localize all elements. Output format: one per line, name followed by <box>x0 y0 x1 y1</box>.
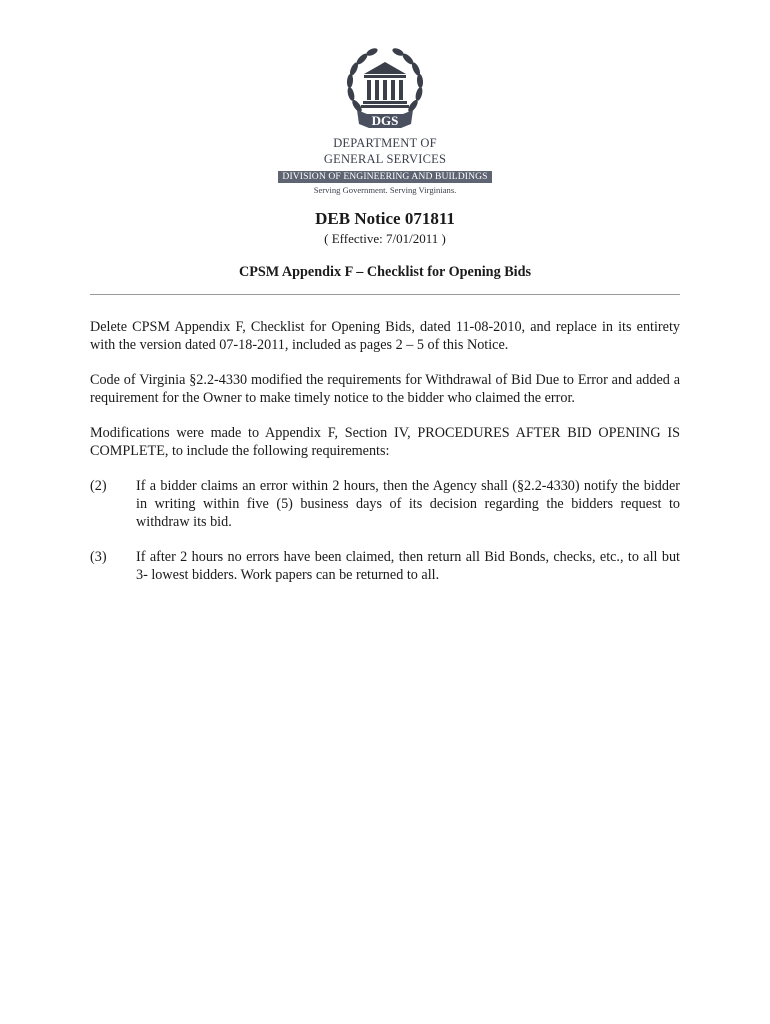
effective-date: ( Effective: 7/01/2011 ) <box>324 231 446 246</box>
list-item <box>90 548 680 584</box>
list-item <box>90 477 680 531</box>
paragraph-1: Delete CPSM Appendix F, Checklist for Opening Bids, dated 11-08-2010, and replace in its entirety with the version dated 07-18-2011, included as pages 2 – 5 of this Notice. <box>90 319 680 353</box>
list-item-text: If a bidder claims an error within 2 hours, then the Agency shall (§2.2-4330) notify the bidder in writing within five (5) business days of its decision regarding the bidders request to withdraw its bid. <box>136 478 680 530</box>
divider <box>90 294 680 295</box>
department-name-line-2: GENERAL SERVICES <box>323 152 447 166</box>
dgs-emblem-icon <box>337 44 433 134</box>
notice-title: DEB Notice 071811 <box>315 209 455 228</box>
tagline: Serving Government. Serving Virginians. <box>313 185 457 195</box>
list-item-text: If after 2 hours no errors have been claimed, then return all Bid Bonds, checks, etc., to all but 3- lowest bidders. Work papers can be returned to all. <box>136 549 680 583</box>
list-item-number: (3) <box>90 549 107 565</box>
division-band: DIVISION OF ENGINEERING AND BUILDINGS <box>278 171 491 183</box>
notice-subject: CPSM Appendix F – Checklist for Opening Bids <box>238 264 532 280</box>
logo-text: DGS <box>371 113 399 128</box>
paragraph-2: Code of Virginia §2.2-4330 modified the requirements for Withdrawal of Bid Due to Error and added a requirement for the Owner to make timely notice to the bidder who claimed the error. <box>90 372 680 406</box>
paragraph-3: Modifications were made to Appendix F, Section IV, PROCEDURES AFTER BID OPENING IS COMPLETE, to include the following requirements: <box>90 425 680 459</box>
department-name-line-1: DEPARTMENT OF <box>333 136 437 150</box>
dgs-logo <box>0 44 770 195</box>
notice-body <box>90 318 680 601</box>
list-item-number: (2) <box>90 478 107 494</box>
